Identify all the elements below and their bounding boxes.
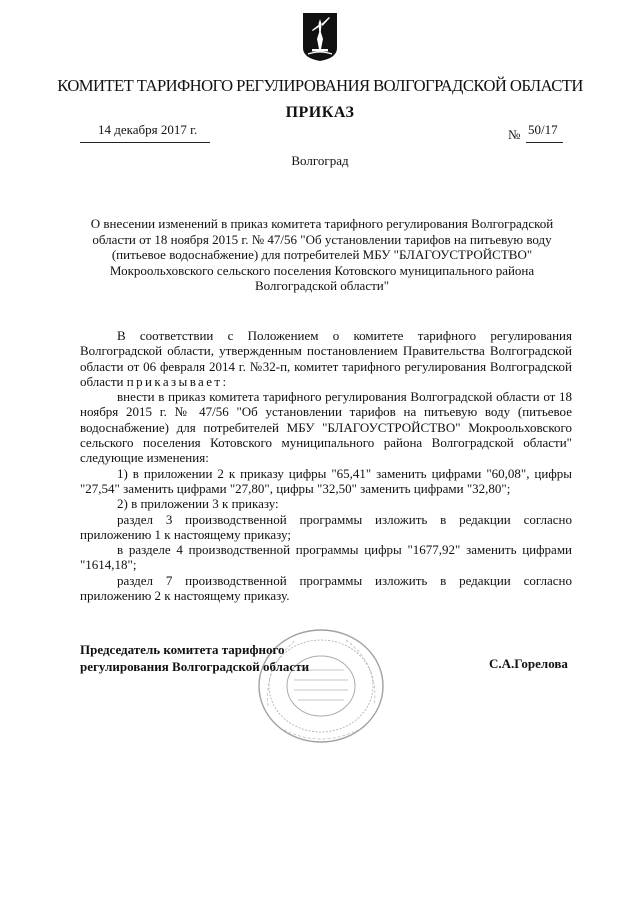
document-date: 14 декабря 2017 г. <box>98 122 198 137</box>
document-subject: О внесении изменений в приказ комитета тарифного регулирования Волгоградской области от 18 ноября 2015 г. № 47/56 "Об установлении тарифов на питьевую воду (питьевое водоснабжение) для потребителей МБУ "БЛАГОУСТРОЙСТВО" Мокроольховского сельского поселения Котовского муниципального района Волгоградской области" <box>90 216 554 294</box>
document-number: 50/17 <box>528 122 558 137</box>
body-paragraph: раздел 7 производственной программы изложить в редакции согласно приложению 2 к настоящему приказу. <box>80 572 572 604</box>
body-paragraph: раздел 3 производственной программы изложить в редакции согласно приложению 1 к настоящему приказу; <box>80 511 572 542</box>
signer-title <box>80 641 309 675</box>
document-type: ПРИКАЗ <box>285 104 355 121</box>
signer-name: С.А.Горелова <box>489 656 568 671</box>
body-paragraph: 1) в приложении 2 к приказу цифры "65,41" заменить цифрами "60,08", цифры "27,54" заменить цифрами "27,80", цифры "32,50" заменить цифрами "32,80"; <box>80 465 572 496</box>
body-paragraph <box>80 328 572 389</box>
document-body <box>80 328 572 603</box>
order-verb: приказывает: <box>126 373 229 389</box>
date-underline <box>80 142 210 143</box>
document-city: Волгоград <box>291 153 349 168</box>
body-paragraph: 2) в приложении 3 к приказу: <box>117 496 279 512</box>
body-paragraph: внести в приказ комитета тарифного регулирования Волгоградской области от 18 ноября 2015 г. № 47/56 "Об установлении тарифов на питьевую воду (питьевое водоснабжение) для потребителей МБУ "БЛАГОУСТРОЙСТВО" Мокроольховского сельского поселения Котовского муниципального района Волгоградской области" следующие изменения: <box>80 389 572 466</box>
body-paragraph: в разделе 4 производственной программы цифры "1677,92" заменить цифрами "1614,18"; <box>80 542 572 573</box>
preamble-text: В соответствии с Положением о комитете тарифного регулирования Волгоградской области, утвержденным постановлением Правительства Волгоградской области от 06 февраля 2014 г. №32-п, комитет тарифного регулирования Волгоградской области <box>80 328 572 389</box>
number-sign: № <box>508 127 521 142</box>
organization-title: КОМИТЕТ ТАРИФНОГО РЕГУЛИРОВАНИЯ ВОЛГОГРАДСКОЙ ОБЛАСТИ <box>57 76 583 95</box>
signer-title-line: регулирования Волгоградской области <box>80 659 310 674</box>
number-underline <box>526 142 563 143</box>
signer-title-line: Председатель комитета тарифного <box>80 642 285 657</box>
coat-of-arms-icon <box>302 12 338 62</box>
